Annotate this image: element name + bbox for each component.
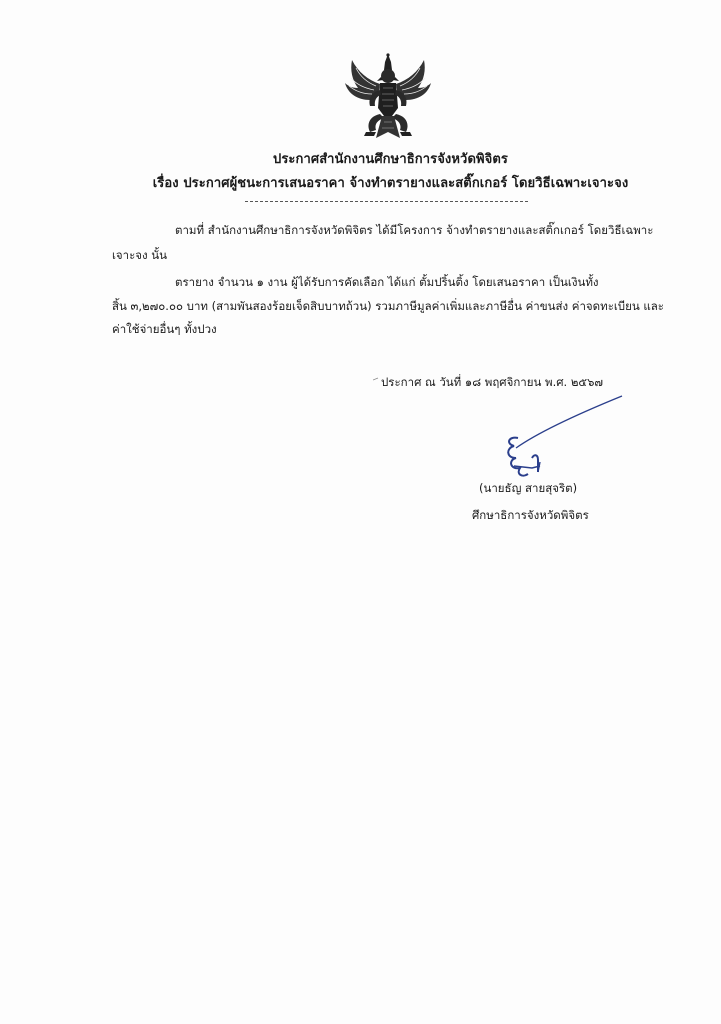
title-divider (245, 201, 528, 202)
paragraph-2-line-1: ตรายาง จำนวน ๑ งาน ผู้ได้รับการคัดเลือก ได้แก่ ตั้มปริ้นติ้ง โดยเสนอราคา เป็นเงินทั้ง (175, 275, 599, 289)
garuda-emblem-icon (340, 50, 436, 146)
announcement-subject: เรื่อง ประกาศผู้ชนะการเสนอราคา จ้างทำตรายางและสติ๊กเกอร์ โดยวิธีเฉพาะเจาะจง (152, 176, 629, 191)
announcement-title: ประกาศสำนักงานศึกษาธิการจังหวัดพิจิตร (272, 152, 509, 167)
paragraph-2-line-2: สิ้น ๓,๒๗๐.๐๐ บาท (สามพันสองร้อยเจ็ดสิบบาทถ้วน) รวมภาษีมูลค่าเพิ่มและภาษีอื่น ค่าขนส่ง ค่าจดทะเบียน และ (112, 299, 664, 313)
paragraph-2-line-3: ค่าใช้จ่ายอื่นๆ ทั้งปวง (112, 322, 217, 336)
paragraph-1-line-1: ตามที่ สำนักงานศึกษาธิการจังหวัดพิจิตร ได้มีโครงการ จ้างทำตรายางและสติ๊กเกอร์ โดยวิธีเฉพาะ (175, 223, 654, 237)
signature-mark (488, 388, 628, 483)
stray-mark (373, 377, 379, 381)
signatory-name: (นายธัญ สายสุจริต) (479, 481, 578, 495)
signatory-position: ศึกษาธิการจังหวัดพิจิตร (472, 508, 589, 522)
paragraph-1-line-2: เจาะจง นั้น (112, 248, 168, 262)
announcement-date: ประกาศ ณ วันที่ ๑๘ พฤศจิกายน พ.ศ. ๒๕๖๗ (381, 375, 604, 389)
